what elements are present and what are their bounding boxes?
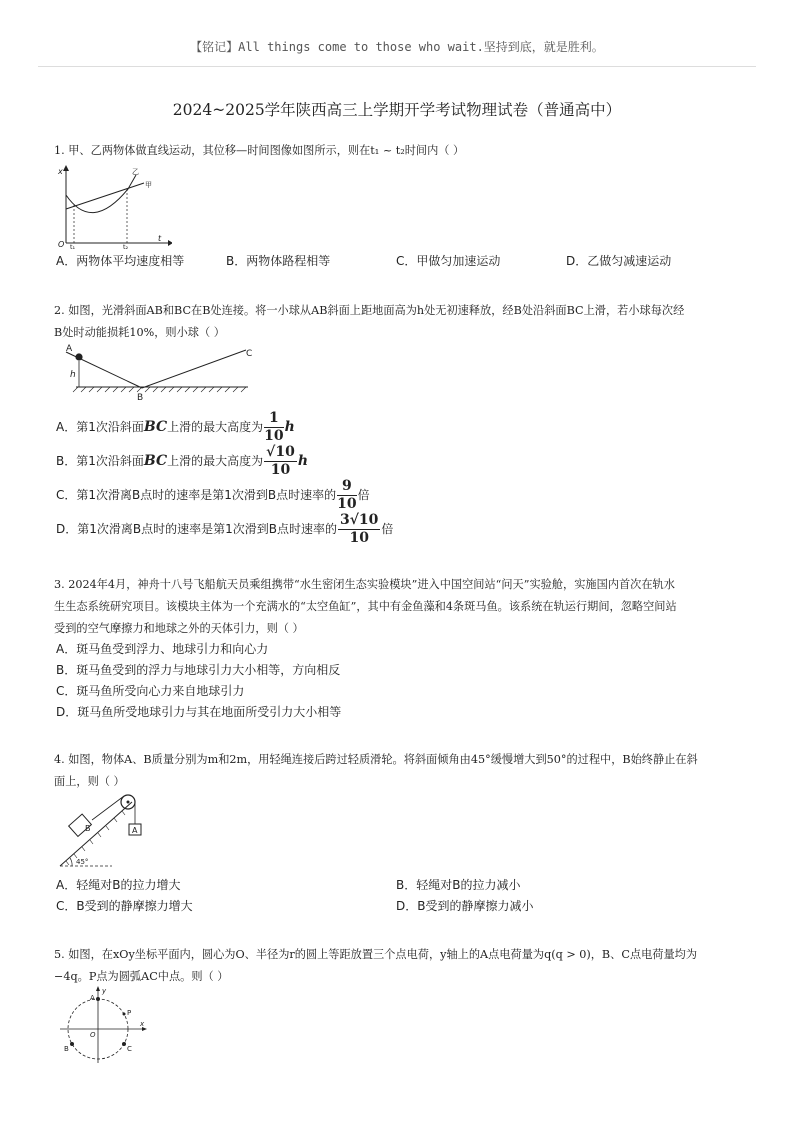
q2-optB-den: 10 [270, 462, 291, 478]
q4-figure [56, 790, 156, 872]
q4-fig-angle: 45° [76, 858, 89, 866]
q1-option-a[interactable]: A．两物体平均速度相等 [56, 254, 185, 268]
q3-option-b[interactable]: B．斑马鱼受到的浮力与地球引力大小相等，方向相反 [56, 663, 341, 677]
q2-stem-line2: B处时动能损耗10%，则小球（ ） [54, 326, 225, 339]
q2-optB-prefix: B．第1次沿斜面 [56, 454, 144, 468]
q3-stem-line2: 生生态系统研究项目。该模块主体为一个充满水的“太空鱼缸”，其中有金鱼藻和4条斑马鱼。该系统在轨运行期间，忽略空间站 [54, 600, 677, 613]
q2-fig-B: B [137, 393, 144, 403]
q2-optA-den: 10 [264, 428, 284, 444]
exam-title: 2024~2025学年陕西高三上学期开学考试物理试卷（普通高中） [172, 101, 622, 119]
q2-optC-den: 10 [337, 496, 357, 512]
q2-optD-num: 3√10 [339, 512, 379, 528]
q1-fig-t1: t₁ [70, 243, 76, 250]
q2-optB-fraction [264, 444, 297, 479]
q2-fig-C: C [246, 349, 253, 359]
q2-optB-num: √10 [266, 444, 295, 460]
q4-option-c[interactable]: C．B受到的静摩擦力增大 [56, 899, 193, 913]
q5-fig-O: O [90, 1031, 96, 1039]
q2-optC-prefix: C．第1次滑离B点时的速率是第1次滑到B点时速率的 [56, 488, 337, 502]
q2-fig-A: A [66, 344, 73, 354]
q4-fig-B: B [85, 824, 91, 833]
q4-fig-A: A [132, 826, 138, 835]
q1-fig-yi: 乙 [132, 168, 139, 176]
q5-stem-line1: 5. 如图，在xOy坐标平面内，圆心为O、半径为r的圆上等距放置三个点电荷，y轴上的A点电荷量为q(q > 0)，B、C点电荷量均为 [54, 948, 698, 961]
q2-optA-num: 1 [264, 410, 283, 428]
q2-optD-fraction [338, 512, 380, 547]
q1-option-d[interactable]: D．乙做匀减速运动 [566, 254, 672, 268]
q1-fig-y-label: x [58, 167, 63, 176]
q3-stem-line3: 受到的空气摩擦力和地球之外的天体引力，则（ ） [54, 622, 304, 635]
q2-optB-ital: BC [143, 453, 168, 469]
q2-optD-prefix: D．第1次滑离B点时的速率是第1次滑到B点时速率的 [56, 522, 337, 536]
q2-stem-line1: 2. 如图，光滑斜面AB和BC在B处连接。将一小球从AB斜面上距地面高为h处无初速释放，经B处沿斜面BC上滑，若小球每次经 [54, 304, 685, 317]
q2-option-c[interactable] [56, 478, 370, 513]
q3-option-a[interactable]: A．斑马鱼受到浮力、地球引力和向心力 [56, 642, 269, 656]
q2-optA-tail: h [284, 419, 295, 435]
motto-header: 【铭记】All things come to those who wait.坚持到底，就是胜利。 [190, 40, 604, 54]
q1-option-b[interactable]: B．两物体路程相等 [226, 254, 331, 268]
q2-option-d[interactable] [56, 512, 393, 547]
q2-optB-tail: h [297, 453, 309, 469]
q4-stem-line1: 4. 如图，物体A、B质量分别为m和2m，用轻绳连接后跨过轻质滑轮。将斜面倾角由45°缓慢增大到50°的过程中，B始终静止在斜 [54, 753, 698, 766]
q5-stem-line2: −4q。P点为圆弧AC中点。则（ ） [54, 970, 229, 983]
q1-figure [52, 165, 172, 250]
q2-optC-fraction [337, 478, 356, 513]
q2-option-b[interactable] [56, 444, 308, 479]
q3-stem-line1: 3. 2024年4月，神舟十八号飞船航天员乘组携带“水生密闭生态实验模块”进入中国空间站“问天”实验舱，实施国内首次在轨水 [54, 578, 675, 591]
q2-optA-prefix: A．第1次沿斜面 [56, 420, 144, 434]
q2-optD-den: 10 [349, 530, 369, 546]
header-divider [38, 66, 756, 67]
q4-stem-line2: 面上，则（ ） [54, 775, 125, 788]
q1-fig-x-label: t [158, 234, 162, 243]
q4-option-d[interactable]: D．B受到的静摩擦力减小 [396, 899, 534, 913]
q5-fig-A: A [90, 994, 95, 1002]
q1-option-c[interactable]: C．甲做匀加速运动 [396, 254, 501, 268]
q2-figure [58, 340, 258, 405]
q2-optA-mid: 上滑的最大高度为 [167, 420, 264, 434]
q1-fig-jia: 甲 [145, 181, 152, 189]
q5-fig-P: P [127, 1009, 132, 1017]
q5-fig-C: C [127, 1045, 132, 1053]
q2-optA-fraction [264, 410, 283, 445]
q2-optD-tail: 倍 [381, 522, 394, 536]
q2-optA-ital: BC [143, 419, 168, 435]
q1-fig-t2: t₂ [123, 243, 129, 250]
q4-option-b[interactable]: B．轻绳对B的拉力减小 [396, 878, 521, 892]
q1-fig-origin: O [58, 240, 65, 249]
q2-optC-num: 9 [337, 478, 356, 496]
q5-fig-y: y [102, 987, 107, 995]
q5-fig-B: B [64, 1045, 69, 1053]
q2-option-a[interactable] [56, 410, 295, 445]
q3-option-d[interactable]: D．斑马鱼所受地球引力与其在地面所受引力大小相等 [56, 705, 342, 719]
q5-fig-x: x [140, 1020, 145, 1028]
q2-optB-mid: 上滑的最大高度为 [167, 454, 264, 468]
q4-option-a[interactable]: A．轻绳对B的拉力增大 [56, 878, 181, 892]
q2-optC-tail: 倍 [357, 488, 370, 502]
q1-stem: 1. 甲、乙两物体做直线运动，其位移—时间图像如图所示，则在t₁ ~ t₂时间内（ ） [54, 144, 465, 157]
q2-fig-h: h [70, 370, 76, 380]
q5-figure [58, 985, 148, 1065]
q3-option-c[interactable]: C．斑马鱼所受向心力来自地球引力 [56, 684, 245, 698]
